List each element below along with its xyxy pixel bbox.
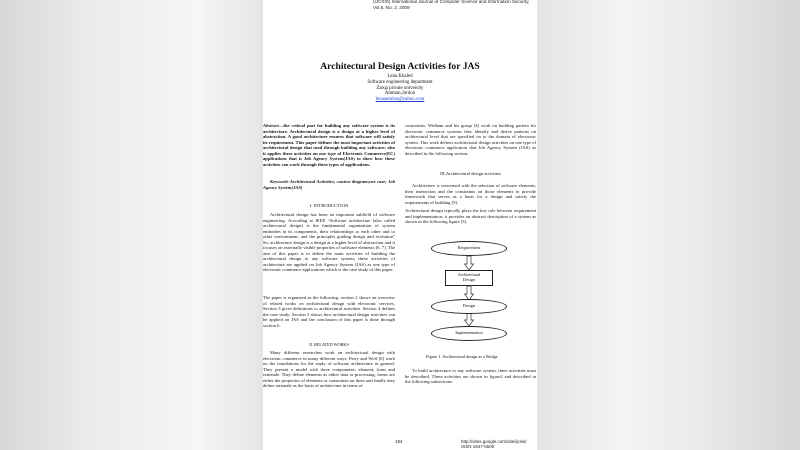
abstract-paragraph	[263, 123, 395, 167]
keywords-paragraph	[263, 179, 395, 190]
author-email-link[interactable]: lenaaumlzn@yahoo.com	[375, 97, 425, 103]
node-requirement: Requirement	[431, 241, 507, 256]
author-name: Lena Khaled	[387, 74, 413, 79]
abstract-label: Abstract	[263, 123, 279, 128]
footer-issn: ISSN 1947-5500	[461, 444, 495, 450]
node-implementation: Implementation	[431, 326, 507, 341]
architecture-paragraph-2: Architectural design typically plays the key role between requirement and implementation; it provides an abstract description of a system as shown in the following figure [3].	[405, 208, 536, 225]
author-location: Amman,Jordon	[384, 91, 416, 97]
related-works-paragraph: Many different researches work on architectural design with electronic commerce in many different ways; Perry and Wolf [6] work on the foundations for the study of software architecture in general. They present a model with three components: element, form and rationale. They define elements as either data or processing, forms are either the properties of elements or constraints on them and finally they define rationale as the basis of architecture in terms of	[263, 350, 395, 389]
intro-heading: I. INTRODUCTION	[309, 203, 349, 208]
intro-paragraph-2: The paper is organized as the following: section 2 shows an overview of related works on architectural design with electronic services. Section 3 gives definitions to architectural activities. Section 4 defines the case study; Section 5 shows how architectural design activities can be applied on JAS and the conclusion of this paper is done through section 6.	[263, 295, 395, 328]
node-arch-line1: Architectural	[457, 272, 481, 278]
author-block	[263, 74, 537, 103]
intro-paragraph-1: Architectural design has been an important subfield of software engineering. According to IEEE “Software architecture (also called architectural design) is the fundamental organization of system embodies in its components, their relationships to each other and to other environment, and the principles guiding design and evolution” So, architecture design is a design at a higher level of abstraction and it focuses on externally visible properties of software elements [6, 7]. The aim of this paper is to define the main activities of building the architectural design to any software system; these activities of architecture are applied on Job Agency System (JAS) as one type of electronic commerce applications which is the case study of this paper.	[263, 212, 395, 273]
node-arch-line2: Design	[462, 277, 476, 282]
footer-url[interactable]: http://sites.google.com/site/ijcsis/	[461, 439, 527, 444]
abstract-text: —the critical part for building any software system is its architecture. Architectural design is a design at a higher level of abstraction. A good architecture ensures that software will satisfy its requirement. This paper defines the most important activities of architectural design that used through building any software; also it applies these activities on one type of Electronic Commerce(EC) applications that is Job Agency System(JAS) to show how these activities can work through these types of applications.	[263, 123, 395, 167]
journal-volume: Vol.6, No. 2, 2009	[373, 4, 410, 10]
journal-header	[373, 0, 537, 10]
column2-paragraph-1: constraints. Widham and his group [4] work on building pattern for electronic commerce systems they identify and derive patterns on architectural level that are specified on to the domain of electronic system. This work defines architectural design activities on one type of electronic commerce application that Job Agency System (JAS) as described in the following section.	[405, 123, 536, 156]
paper-page	[263, 0, 537, 450]
figure-bridge-diagram	[429, 240, 509, 344]
after-figure-paragraph: To build architecture to any software system, three activities must be described. These activities are shown in figure2 and described in the following subsections.	[405, 368, 536, 385]
paper-title: Architectural Design Activities for JAS	[320, 61, 480, 72]
author-affiliation-univ: Zarqa private university	[376, 85, 424, 91]
node-architectural-design	[445, 270, 493, 286]
keywords-label: Keywords-	[270, 179, 290, 184]
arrow-down-2	[465, 286, 474, 300]
arrow-down-1	[465, 256, 474, 270]
related-works-heading: II. RELATED WORKS	[309, 342, 349, 347]
footer-block	[461, 439, 527, 450]
architecture-activities-heading: III.Architectural design activities	[440, 171, 501, 176]
keywords-text: Architectural Activities; context diagram;use case; Job Agency System(JAS)	[263, 179, 395, 190]
architecture-paragraph-1: Architecture is concerned with the selection of software elements, their interaction and the constraints on those elements to provide framework that serves as a basis for a design and satisfy the requirements of building [5].	[405, 183, 536, 205]
node-design: Design	[431, 299, 507, 314]
arrow-down-3	[465, 312, 474, 326]
journal-name: (IJCSIS) International Journal of Computer Science and Information Security,	[373, 0, 530, 4]
page-number: 194	[395, 439, 403, 444]
figure-caption: Figure 1. Architectural design as a Bridge	[426, 354, 498, 359]
author-affiliation-dept: Software engineering department	[367, 79, 433, 85]
